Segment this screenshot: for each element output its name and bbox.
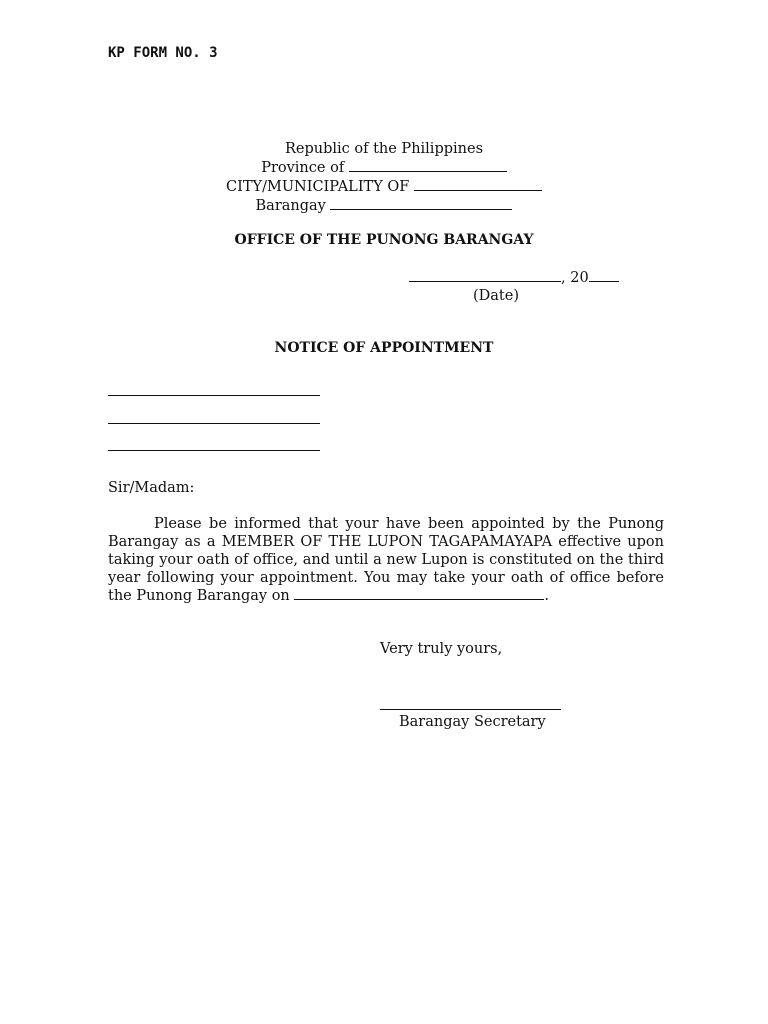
barangay-line	[0, 197, 768, 214]
addressee-line-2	[108, 423, 320, 424]
city-label: CITY/MUNICIPALITY OF	[226, 179, 410, 195]
notice-title-text: NOTICE OF APPOINTMENT	[274, 340, 494, 356]
barangay-blank	[330, 197, 512, 210]
city-line	[0, 178, 768, 195]
office-text: OFFICE OF THE PUNONG BARANGAY	[234, 232, 534, 248]
republic-line	[0, 141, 768, 157]
city-blank	[414, 178, 542, 191]
oath-date-blank	[294, 587, 544, 600]
form-number: KP FORM NO. 3	[108, 45, 218, 61]
body-end: .	[544, 588, 549, 604]
province-blank	[349, 159, 507, 172]
office-title	[0, 232, 768, 248]
year-blank	[589, 269, 619, 282]
barangay-label: Barangay	[255, 198, 326, 214]
date-label: (Date)	[473, 288, 519, 304]
signature-line	[380, 709, 561, 710]
province-label: Province of	[261, 160, 345, 176]
date-blank	[409, 269, 561, 282]
addressee-line-1	[108, 395, 320, 396]
notice-title	[0, 340, 768, 356]
province-line	[0, 159, 768, 176]
closing: Very truly yours,	[380, 641, 503, 657]
body-paragraph	[108, 515, 664, 605]
addressee-line-3	[108, 450, 320, 451]
date-line	[409, 269, 619, 286]
republic-text: Republic of the Philippines	[284, 141, 484, 157]
date-year-prefix: , 20	[561, 270, 589, 286]
signatory-title: Barangay Secretary	[399, 714, 546, 730]
salutation: Sir/Madam:	[108, 480, 195, 496]
body-text: Please be informed that your have been appointed by the Punong Barangay as a MEMBER OF THE LUPON TAGAPAMAYAPA effective upon taking your oath of office, and until a new Lupon is constituted on the third year following your appointment. You may take your oath of office before the Punong Barangay on	[108, 516, 664, 604]
